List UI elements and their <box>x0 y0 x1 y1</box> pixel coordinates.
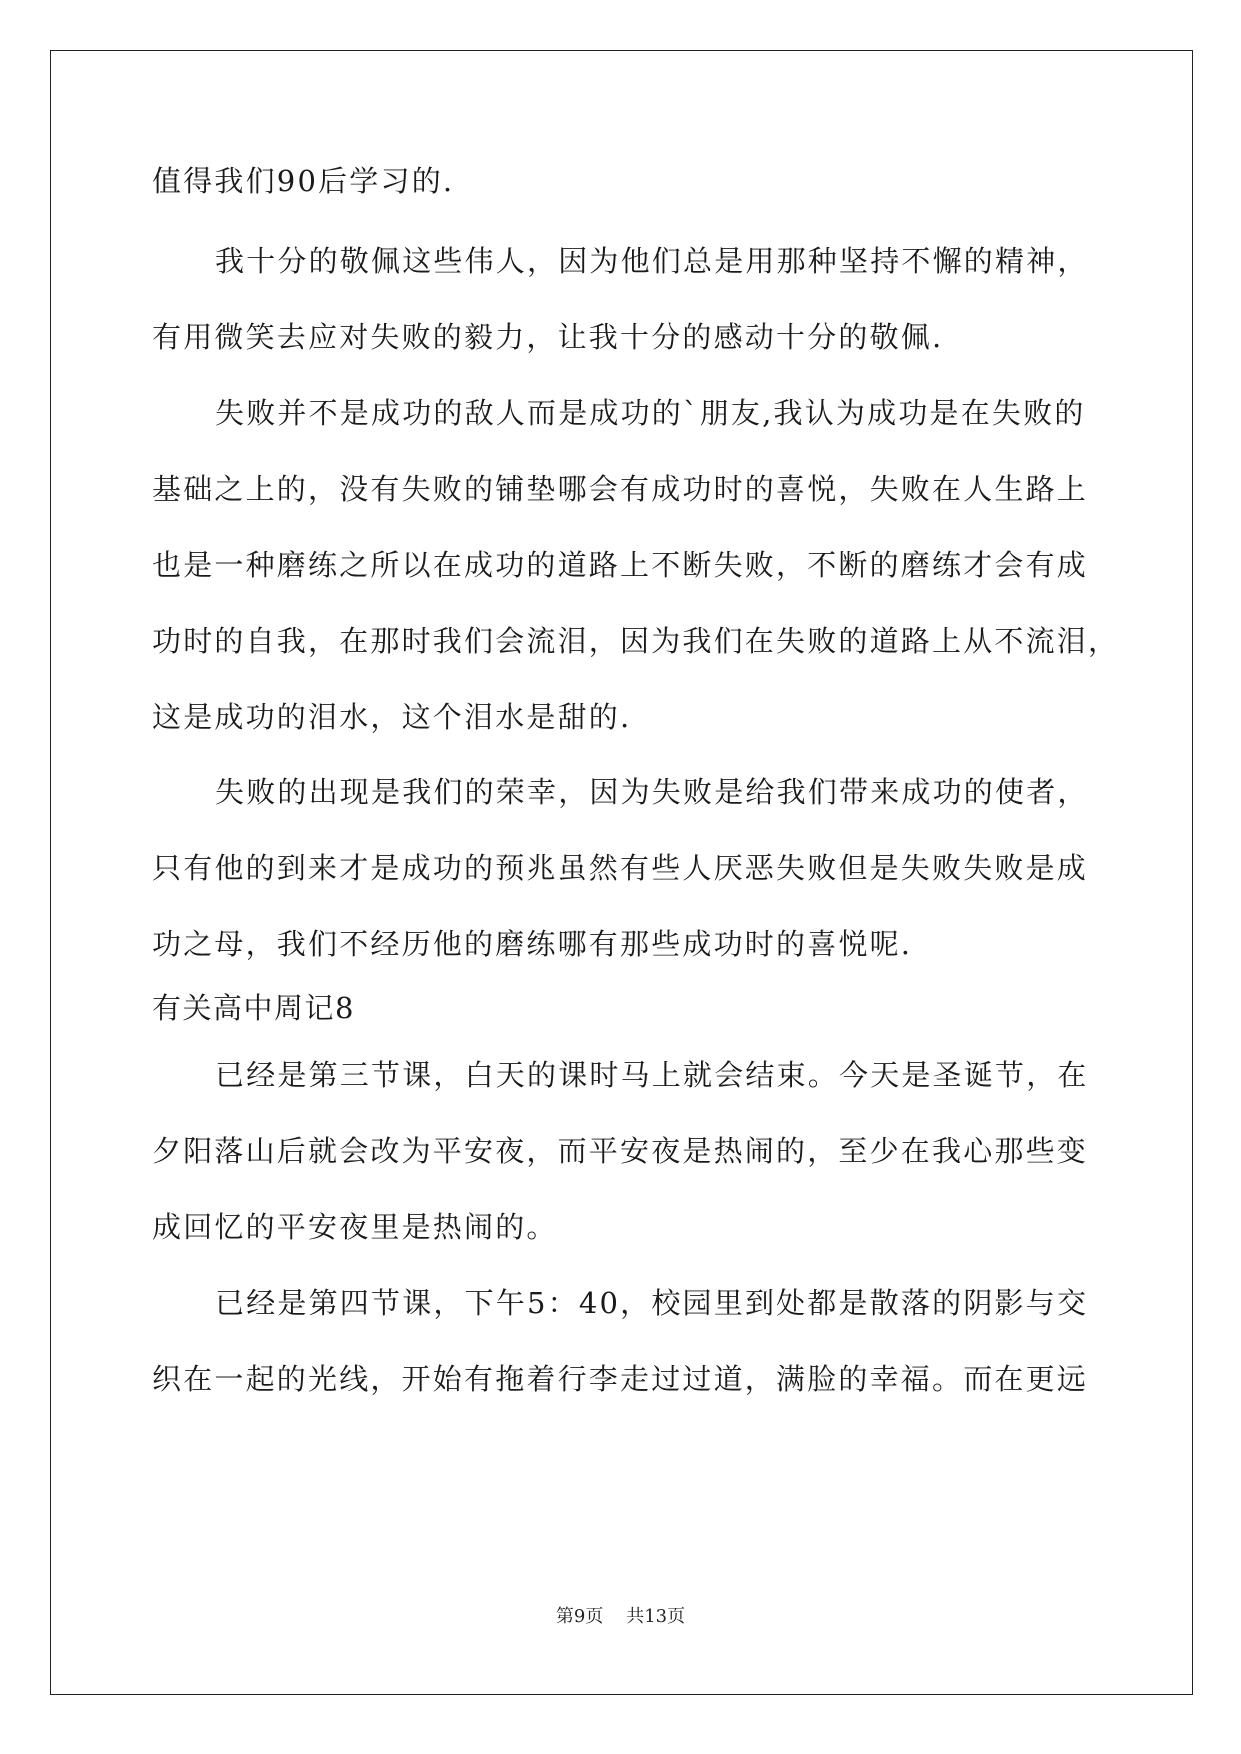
text-line: 功之母，我们不经历他的磨练哪有那些成功时的喜悦呢. <box>152 927 913 961</box>
section-heading: 有关高中周记8 <box>152 991 355 1025</box>
text-line: 这是成功的泪水，这个泪水是甜的. <box>152 700 632 734</box>
text-line: 成回忆的平安夜里是热闹的。 <box>152 1210 558 1244</box>
text-line: 织在一起的光线，开始有拖着行李走过过道，满脸的幸福。而在更远 <box>152 1362 1089 1396</box>
paragraph-first-line: 已经是第三节课，白天的课时马上就会结束。今天是圣诞节，在 <box>215 1058 1089 1092</box>
text-line: 基础之上的，没有失败的铺垫哪会有成功时的喜悦，失败在人生路上 <box>152 472 1089 506</box>
page-footer: 第9页 共13页 <box>555 1606 686 1627</box>
paragraph-first-line: 我十分的敬佩这些伟人，因为他们总是用那种坚持不懈的精神， <box>215 244 1089 278</box>
paragraph-first-line: 已经是第四节课，下午5：40，校园里到处都是散落的阴影与交 <box>215 1286 1089 1320</box>
text-line: 功时的自我，在那时我们会流泪，因为我们在失败的道路上从不流泪， <box>152 624 1120 658</box>
text-line: 值得我们90后学习的. <box>152 164 455 198</box>
text-line: 有用微笑去应对失败的毅力，让我十分的感动十分的敬佩. <box>152 320 944 354</box>
text-line: 夕阳落山后就会改为平安夜，而平安夜是热闹的，至少在我心那些变 <box>152 1134 1089 1168</box>
text-line: 只有他的到来才是成功的预兆虽然有些人厌恶失败但是失败失败是成 <box>152 851 1089 885</box>
paragraph-first-line: 失败并不是成功的敌人而是成功的`朋友,我认为成功是在失败的 <box>215 396 1086 430</box>
paragraph-first-line: 失败的出现是我们的荣幸，因为失败是给我们带来成功的使者， <box>215 775 1089 809</box>
text-line: 也是一种磨练之所以在成功的道路上不断失败，不断的磨练才会有成 <box>152 548 1089 582</box>
